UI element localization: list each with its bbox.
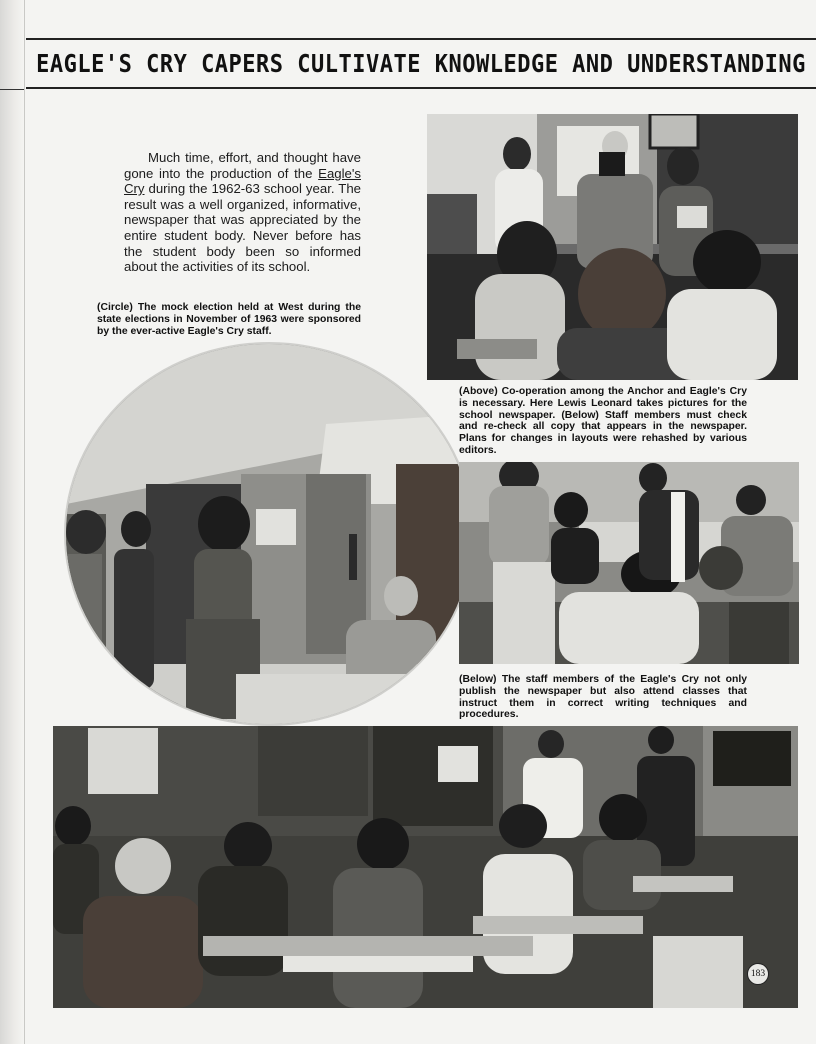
margin-tick (0, 89, 24, 90)
intro-text-before: Much time, effort, and thought have gone into the production of the (124, 150, 361, 181)
newspaper-title: Eagle's Cry (124, 165, 361, 197)
page-headline: EAGLE'S CRY CAPERS CULTIVATE KNOWLEDGE AND UNDERSTANDING (36, 49, 806, 79)
photo-mock-election (66, 344, 472, 724)
photo-writing-class (53, 726, 798, 1008)
photo-photographer (427, 114, 798, 380)
headline-top-rule (26, 38, 816, 40)
caption-below: (Below) The staff members of the Eagle's Cry not only publish the newspaper but also attend classes that instruct them in correct writing techniques and procedures. (459, 674, 747, 721)
intro-text-after: during the 1962-63 school year. The result was a well organized, informative, newspaper that was appreciated by the entire student body. Never before has the student body been so informed about the activities of its school. (124, 181, 361, 275)
caption-circle: (Circle) The mock election held at West during the state elections in November of 1963 were sponsored by the ever-active Eagle's Cry staff. (97, 302, 361, 337)
intro-paragraph (124, 150, 361, 275)
binding-strip (0, 0, 25, 1044)
photo-copy-check (459, 462, 799, 664)
caption-above: (Above) Co-operation among the Anchor and Eagle's Cry is necessary. Here Lewis Leonard takes pictures for the school newspaper. (Below) Staff members must check and re-check all copy that appears in the newspaper. Plans for changes in layouts were rehashed by various editors. (459, 386, 747, 456)
headline-bottom-rule (26, 87, 816, 89)
page-number: 183 (747, 963, 769, 985)
